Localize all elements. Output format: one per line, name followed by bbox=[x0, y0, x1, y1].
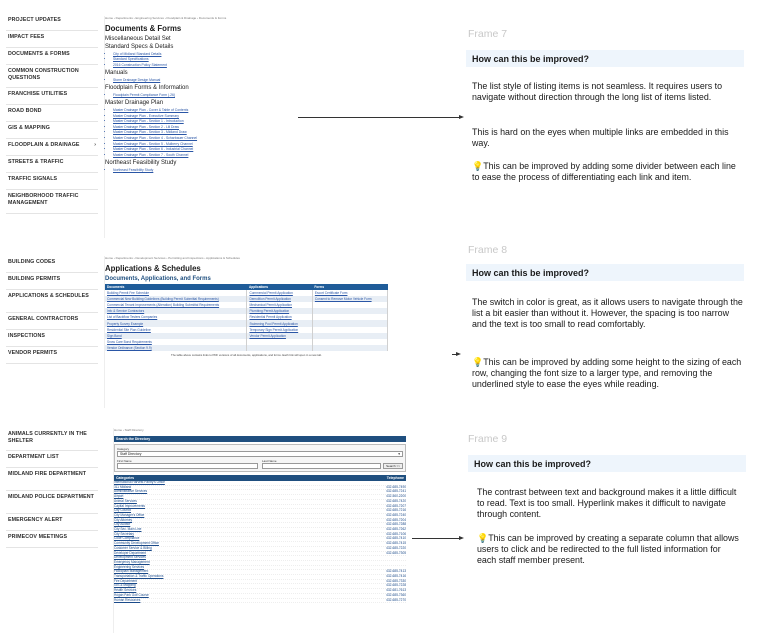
table-cell-link[interactable]: Mechanical Permit Application bbox=[247, 302, 312, 308]
directory-entry-link[interactable]: City Auditor bbox=[114, 522, 131, 527]
document-link[interactable]: • Master Drainage Plan - Executive Summary bbox=[113, 114, 294, 120]
sidebar-item[interactable]: BUILDING PERMITS bbox=[6, 273, 98, 290]
directory-phone: 432-685-7220 bbox=[386, 545, 406, 550]
directory-phone: 432-681-7613 bbox=[386, 588, 406, 593]
last-name-input[interactable] bbox=[262, 463, 381, 469]
directory-phone: 432-685-7270 bbox=[386, 597, 406, 602]
group-heading: Northeast Feasibility Study bbox=[105, 160, 177, 167]
directory-entry-link[interactable]: Engineering Services bbox=[114, 564, 145, 569]
directory-entry-link[interactable]: Administrative Services bbox=[114, 489, 148, 494]
directory-phone: 432-685-7262 bbox=[386, 527, 406, 532]
sidebar-item[interactable]: ROAD BOND bbox=[6, 105, 98, 122]
directory-phone bbox=[366, 556, 406, 560]
table-cell-link[interactable]: Plumbing Permit Application bbox=[247, 308, 312, 314]
directory-entry-link[interactable]: Transportation & Traffic Operations bbox=[114, 574, 164, 579]
sidebar-permitting bbox=[6, 256, 98, 364]
arrow-head-icon bbox=[459, 536, 464, 540]
directory-entry-link[interactable]: International Harvest Pantry's Office bbox=[114, 480, 165, 484]
directory-entry-link[interactable]: Community Development Office bbox=[114, 541, 159, 546]
document-link[interactable]: • 2016 Construction Policy Statement bbox=[113, 63, 294, 69]
arrow-head-icon bbox=[456, 352, 461, 356]
category-label: Category bbox=[117, 447, 130, 451]
last-name-label: Last Name bbox=[262, 459, 277, 463]
table-cell-link[interactable]: Residential Site Plan Guideline bbox=[105, 327, 247, 333]
sidebar-item[interactable]: MIDLAND POLICE DEPARTMENT bbox=[6, 491, 98, 514]
sidebar-item[interactable]: EMERGENCY ALERT bbox=[6, 514, 98, 531]
document-link[interactable]: • Master Drainage Plan - Section 6 - Industrial Channel bbox=[113, 147, 294, 153]
directory-box-title: Search the Directory bbox=[114, 436, 406, 442]
table-cell-link[interactable]: Consent to Remove Motor Vehicle Form bbox=[312, 296, 387, 302]
table-cell-link[interactable]: Commercial New Building Guidelines (Building Permit Submittal Requirements) bbox=[105, 296, 247, 302]
table-cell-link[interactable]: Commercial Permit Application bbox=[247, 290, 312, 296]
table-cell-link[interactable]: Sign Bond bbox=[105, 333, 247, 339]
directory-entry-link[interactable]: Airport bbox=[114, 494, 124, 499]
link-list bbox=[113, 168, 294, 174]
directory-entry-link[interactable]: Fire Department bbox=[114, 578, 138, 583]
group-heading: Manuals bbox=[105, 70, 128, 77]
sidebar-staff bbox=[6, 428, 98, 548]
directory-entry-link[interactable]: Hogan Park Golf Course bbox=[114, 592, 149, 597]
sidebar-item[interactable]: COMMON CONSTRUCTION QUESTIONS bbox=[6, 65, 98, 88]
sidebar-item[interactable]: MIDLAND FIRE DEPARTMENT bbox=[6, 468, 98, 491]
suggestion-text: 💡This can be improved by creating a separate column that allows users to click and be redirected to the full listed information for each staff member present. bbox=[477, 533, 739, 566]
directory-phone: 432-685-7288 bbox=[386, 522, 406, 527]
directory-phone: 432-685-7416 bbox=[386, 574, 406, 579]
sidebar-item[interactable]: PROJECT UPDATES bbox=[6, 14, 98, 31]
column-header: Forms bbox=[312, 284, 387, 290]
document-link[interactable]: • Master Drainage Plan - Section 3 - Midland Draw bbox=[113, 130, 294, 136]
directory-phone: 432-685-7420 bbox=[386, 498, 406, 503]
directory-entry-link[interactable]: Health Services bbox=[114, 588, 137, 593]
sidebar-item[interactable]: INSPECTIONS bbox=[6, 330, 98, 347]
critique-text: This is hard on the eyes when multiple links are embedded in this way. bbox=[472, 127, 729, 149]
critique-text: The switch in color is great, as it allows users to navigate through the list a bit easier than without it. However, the spacing is too narrow and the text is too small to read comfortably. bbox=[472, 297, 743, 330]
arrow-frame-9 bbox=[412, 538, 460, 539]
page-title: Applications & Schedules bbox=[105, 264, 201, 273]
table-cell-link[interactable]: List of Backflow Testers Companies bbox=[105, 314, 247, 320]
sidebar-item[interactable]: DEPARTMENT LIST bbox=[6, 451, 98, 468]
sidebar-item[interactable]: DOCUMENTS & FORMS bbox=[6, 48, 98, 65]
sidebar-item[interactable]: IMPACT FEES bbox=[6, 31, 98, 48]
table-cell-link[interactable]: Info & Service Contractors bbox=[105, 308, 247, 314]
directory-entry-link[interactable]: City Manager's Office bbox=[114, 512, 145, 517]
document-link[interactable]: • Master Drainage Plan - Section 5 - Mulberry Channel bbox=[113, 142, 294, 148]
table-cell-link[interactable]: Escort Certificate Form bbox=[312, 290, 387, 296]
directory-entry-link[interactable]: 311 Midland bbox=[114, 484, 132, 489]
directory-row bbox=[114, 599, 406, 604]
link-list bbox=[113, 108, 294, 158]
table-cell-link[interactable]: Snow Care Bond Requirements bbox=[105, 339, 247, 345]
document-link[interactable]: • Master Drainage Plan - Section 2 - Lili Draw bbox=[113, 125, 294, 131]
document-groups bbox=[105, 36, 294, 173]
directory-search-box bbox=[114, 444, 406, 472]
table-cell-link[interactable] bbox=[247, 345, 312, 351]
directory-list bbox=[114, 481, 406, 603]
question-box: How can this be improved? bbox=[466, 50, 744, 67]
arrow-head-icon bbox=[459, 115, 464, 119]
document-link[interactable]: • Master Drainage Plan - Section 4 - Scharbauer Channel bbox=[113, 136, 294, 142]
document-link[interactable]: • Northeast Feasibility Study bbox=[113, 168, 294, 174]
critique-text: The contrast between text and background makes it a little difficult to read. Text is too small. Hyperlink makes it difficult to navigate through content. bbox=[477, 487, 737, 520]
search-button[interactable]: Search >> bbox=[383, 463, 403, 469]
table-cell-link[interactable]: Vendor Permit Application bbox=[247, 333, 312, 339]
sidebar-item[interactable]: FRANCHISE UTILITIES bbox=[6, 88, 98, 105]
directory-phone: 432-685-7305 bbox=[386, 550, 406, 555]
chevron-right-icon: › bbox=[94, 142, 96, 148]
document-link[interactable]: • Standard Specifications bbox=[113, 57, 294, 63]
directory-entry-link[interactable]: Code Compliance bbox=[114, 536, 140, 541]
column-header: Telephone bbox=[386, 476, 404, 480]
applications-table bbox=[105, 284, 388, 352]
table-cell-link[interactable]: Temporary Sign Permit Application bbox=[247, 327, 312, 333]
document-link[interactable]: • Floodplain Permit Compliance Form (.26) bbox=[113, 93, 294, 99]
suggestion-text: 💡This can be improved by adding some height to the sizing of each row, changing the font size to a larger type, and removing the underlined style to ease the eyes while reading. bbox=[472, 357, 742, 390]
table-cell-link[interactable]: Property Survey Example bbox=[105, 320, 247, 326]
arrow-frame-7 bbox=[298, 117, 460, 118]
frame-label: Frame 9 bbox=[468, 433, 508, 445]
question-box: How can this be improved? bbox=[468, 455, 746, 472]
document-link[interactable]: • Master Drainage Plan - Section 1 - Introduction bbox=[113, 119, 294, 125]
sidebar-item[interactable]: TRAFFIC SIGNALS bbox=[6, 173, 98, 190]
frame-label: Frame 7 bbox=[468, 28, 508, 40]
link-list bbox=[113, 52, 294, 69]
directory-phone: 432-685-7204 bbox=[386, 517, 406, 522]
directory-phone: 432-560-2200 bbox=[386, 494, 406, 499]
category-select[interactable]: Staff Directory ▾ bbox=[117, 451, 403, 457]
directory-entry-link[interactable]: Developer Department bbox=[114, 550, 147, 555]
directory-entry-link[interactable]: City Secretary bbox=[114, 531, 135, 536]
sidebar-item[interactable]: APPLICATIONS & SCHEDULES bbox=[6, 290, 98, 313]
group-heading: Standard Specs & Details bbox=[105, 44, 174, 50]
chevron-down-icon: ▾ bbox=[398, 452, 400, 456]
document-link[interactable]: • Master Drainage Plan - Cover & Table of Contents bbox=[113, 108, 294, 114]
directory-phone: 432-685-7240 bbox=[386, 512, 406, 517]
table-cell-link[interactable]: Demolition Permit Application bbox=[247, 296, 312, 302]
table-cell-link[interactable]: Swimming Pool Permit Application bbox=[247, 320, 312, 326]
frame-label: Frame 8 bbox=[468, 244, 508, 256]
table-cell-link[interactable] bbox=[312, 345, 387, 351]
sidebar-item[interactable]: VENDOR PERMITS bbox=[6, 347, 98, 364]
page-title: Documents & Forms bbox=[105, 24, 182, 33]
sidebar-item[interactable]: BUILDING CODES bbox=[6, 256, 98, 273]
table-note: The table above contains links to PDF versions of all documents, applications, and forms. Each link will open in a new tab. bbox=[171, 353, 322, 358]
sidebar-item[interactable]: GENERAL CONTRACTORS bbox=[6, 313, 98, 330]
lightbulb-icon: 💡 bbox=[477, 533, 489, 543]
breadcrumb: Home › Staff Directory bbox=[114, 428, 144, 432]
directory-phone: 432-685-7207 bbox=[386, 503, 406, 508]
directory-phone: 432-685-7410 bbox=[386, 536, 406, 541]
link-list bbox=[113, 78, 294, 84]
table-cell-link[interactable]: Commercial Tenant Improvements (Alteration) Building Submittal Requirements bbox=[105, 302, 247, 308]
sidebar-item[interactable]: PRIMECOV MEETINGS bbox=[6, 531, 98, 548]
directory-phone: 432-685-7241 bbox=[386, 489, 406, 494]
sidebar-item[interactable]: ANIMALS CURRENTLY IN THE SHELTER bbox=[6, 428, 98, 451]
directory-entry-link[interactable]: GIS & Mapping bbox=[114, 583, 136, 588]
directory-entry-link[interactable]: City Sec. Main Line bbox=[114, 527, 142, 532]
directory-phone: 432-685-7216 bbox=[386, 508, 406, 513]
document-link[interactable]: • Storm Drainage Design Manual bbox=[113, 78, 294, 84]
staff-directory-screenshot bbox=[113, 428, 406, 633]
breadcrumb: Home › Departments › Development Services › Permitting and Inspections › Applications & Schedules bbox=[105, 256, 240, 260]
directory-entry-link[interactable]: Animal Services bbox=[114, 498, 137, 503]
critique-text: The list style of listing items is not seamless. It requires users to navigate without direction through the long list of items listed. bbox=[472, 81, 723, 103]
directory-phone: 432-685-7360 bbox=[386, 592, 406, 597]
breadcrumb: Home › Departments › Engineering Services › Floodplain & Drainage › Documents & Forms bbox=[105, 16, 227, 20]
table-cell-link[interactable]: Vendor Ordinance (Section 9.9) bbox=[105, 345, 247, 351]
suggestion-text: 💡This can be improved by adding some divider between each line to ease the process of differentiating each link and item. bbox=[472, 161, 736, 183]
first-name-input[interactable] bbox=[117, 463, 258, 469]
table-cell-link[interactable]: Building Permit Fee Schedule bbox=[105, 290, 247, 296]
applications-schedules-screenshot bbox=[104, 256, 396, 408]
sidebar-engineering bbox=[6, 14, 98, 214]
sidebar-item[interactable]: NEIGHBORHOOD TRAFFIC MANAGEMENT bbox=[6, 190, 98, 214]
group-heading: Master Drainage Plan bbox=[105, 100, 164, 107]
directory-entry-link[interactable]: City Attorney bbox=[114, 517, 133, 522]
directory-entry-link[interactable]: Floodplain Management bbox=[114, 569, 149, 574]
directory-phone bbox=[366, 561, 406, 565]
sidebar-item[interactable]: STREETS & TRAFFIC bbox=[6, 156, 98, 173]
table-cell-link[interactable]: Residential Permit Application bbox=[247, 314, 312, 320]
directory-phone: 432-685-7330 bbox=[386, 578, 406, 583]
directory-entry-link[interactable]: Customer Service & Billing bbox=[114, 545, 152, 550]
directory-phone: 432-685-7228 bbox=[386, 583, 406, 588]
directory-entry-link[interactable]: Development Services bbox=[114, 555, 146, 560]
documents-forms-screenshot bbox=[104, 16, 294, 238]
document-link[interactable]: • City of Midland Standard Details bbox=[113, 52, 294, 58]
section-subtitle: Documents, Applications, and Forms bbox=[105, 276, 211, 282]
directory-entry-link[interactable]: Human Resources bbox=[114, 597, 141, 602]
group-heading: Floodplain Forms & Information bbox=[105, 85, 189, 92]
directory-phone: 432-685-7413 bbox=[386, 569, 406, 574]
sidebar-item[interactable]: FLOODPLAIN & DRAINAGE › bbox=[6, 139, 98, 156]
directory-entry-link[interactable]: City Council bbox=[114, 508, 132, 513]
group-heading: Miscellaneous Detail Set bbox=[105, 36, 171, 42]
directory-phone: 432-685-7490 bbox=[386, 484, 406, 489]
link-list bbox=[113, 93, 294, 99]
sidebar-item[interactable]: GIS & MAPPING bbox=[6, 122, 98, 139]
directory-entry-link[interactable]: Capital Improvements bbox=[114, 503, 146, 508]
table-row bbox=[105, 345, 388, 351]
column-header: Categories bbox=[116, 476, 135, 480]
lightbulb-icon: 💡 bbox=[472, 357, 484, 367]
directory-entry-link[interactable]: Emergency Management bbox=[114, 559, 150, 564]
lightbulb-icon: 💡 bbox=[472, 161, 484, 171]
directory-phone: 432-685-7106 bbox=[386, 531, 406, 536]
column-header: Documents bbox=[105, 284, 247, 290]
column-header: Applications bbox=[247, 284, 312, 290]
directory-phone: 432-685-7415 bbox=[386, 541, 406, 546]
question-box: How can this be improved? bbox=[466, 264, 744, 281]
document-link[interactable]: • Master Drainage Plan - Section 7 - South Channel bbox=[113, 153, 294, 159]
first-name-label: First Name bbox=[117, 459, 132, 463]
